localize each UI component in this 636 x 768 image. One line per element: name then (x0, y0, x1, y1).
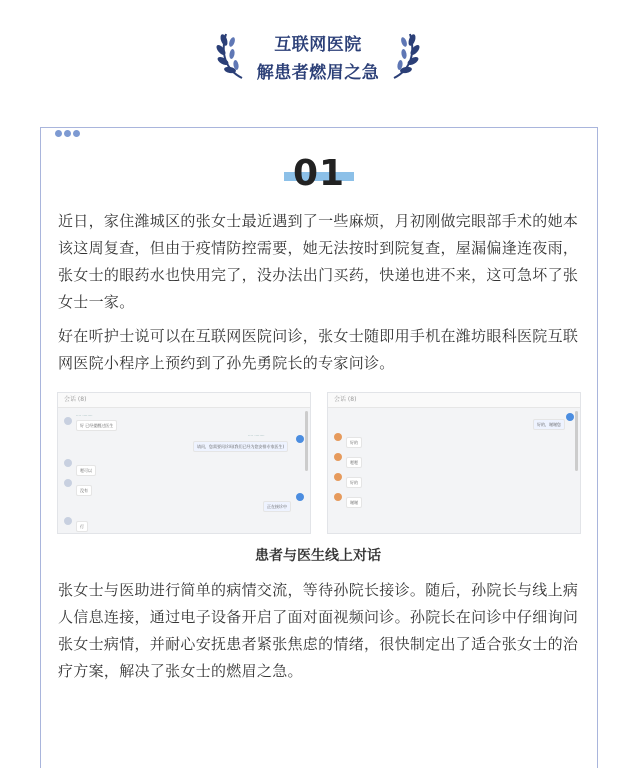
header-title-line1: 互联网医院 (274, 35, 362, 55)
article-header (0, 0, 636, 90)
chat-message: 正在接诊中 (263, 501, 291, 512)
scrollbar (305, 411, 308, 471)
avatar (334, 453, 342, 461)
avatar (334, 493, 342, 501)
chat-message: 好 已经提醒过医生 (76, 420, 117, 431)
image-caption: 患者与医生线上对话 (255, 548, 381, 564)
chat-meta: ···· ········ (76, 413, 93, 418)
chat-message: 好的 (346, 437, 362, 448)
chat-message: 嗯可以 (76, 465, 96, 476)
avatar (64, 517, 72, 525)
chat-message: 请问，您需要问诊吗(我们已经为您安排专家医生) (193, 441, 288, 452)
paragraph-2: 好在听护士说可以在互联网医院问诊，张女士随即用手机在潍坊眼科医院互联网医院小程序上预约到了孙先勇院长的专家问诊。 (58, 327, 579, 372)
paragraph-3: 张女士与医助进行简单的病情交流，等待孙院长接诊。随后，孙院长与线上病人信息连接，通过电子设备开启了面对面视频问诊。孙院长在问诊中仔细询问张女士病情，并耐心安抚患者紧张焦虑的情绪，很快制定出了适合张女士的治疗方案，解决了张女士的燃眉之急。 (58, 581, 579, 680)
chat-message: 谢谢 (346, 497, 362, 508)
chat-screenshot-right (327, 392, 581, 534)
chat-topbar: 会话 (8) (328, 393, 580, 408)
avatar (296, 435, 304, 443)
chat-message: 好的，谢谢您 (533, 419, 565, 430)
chat-message: 好的 (346, 477, 362, 488)
laurel-right-icon (384, 28, 424, 80)
scrollbar (575, 411, 578, 471)
chat-topbar: 会话 (8) (58, 393, 310, 408)
section-number-text: 01 (292, 153, 346, 194)
chat-message: 没有 (76, 485, 92, 496)
avatar (566, 413, 574, 421)
header-title-line2: 解患者燃眉之急 (256, 63, 380, 83)
decorative-dots-icon (55, 122, 82, 132)
section-number (284, 152, 354, 196)
avatar (64, 459, 72, 467)
avatar (296, 493, 304, 501)
chat-meta: ···· ········ (248, 433, 265, 438)
avatar (64, 417, 72, 425)
chat-message: 行 (76, 521, 88, 532)
paragraph-1: 近日，家住潍城区的张女士最近遇到了一些麻烦，月初刚做完眼部手术的她本该这周复查，但由于疫情防控需要，她无法按时到院复查，屋漏偏逢连夜雨，张女士的眼药水也快用完了，没办法出门买药，快递也进不来，这可急坏了张女士一家。 (58, 212, 579, 311)
avatar (334, 433, 342, 441)
chat-screenshot-left (57, 392, 311, 534)
chat-message: 嗯嗯 (346, 457, 362, 468)
avatar (334, 473, 342, 481)
avatar (64, 479, 72, 487)
